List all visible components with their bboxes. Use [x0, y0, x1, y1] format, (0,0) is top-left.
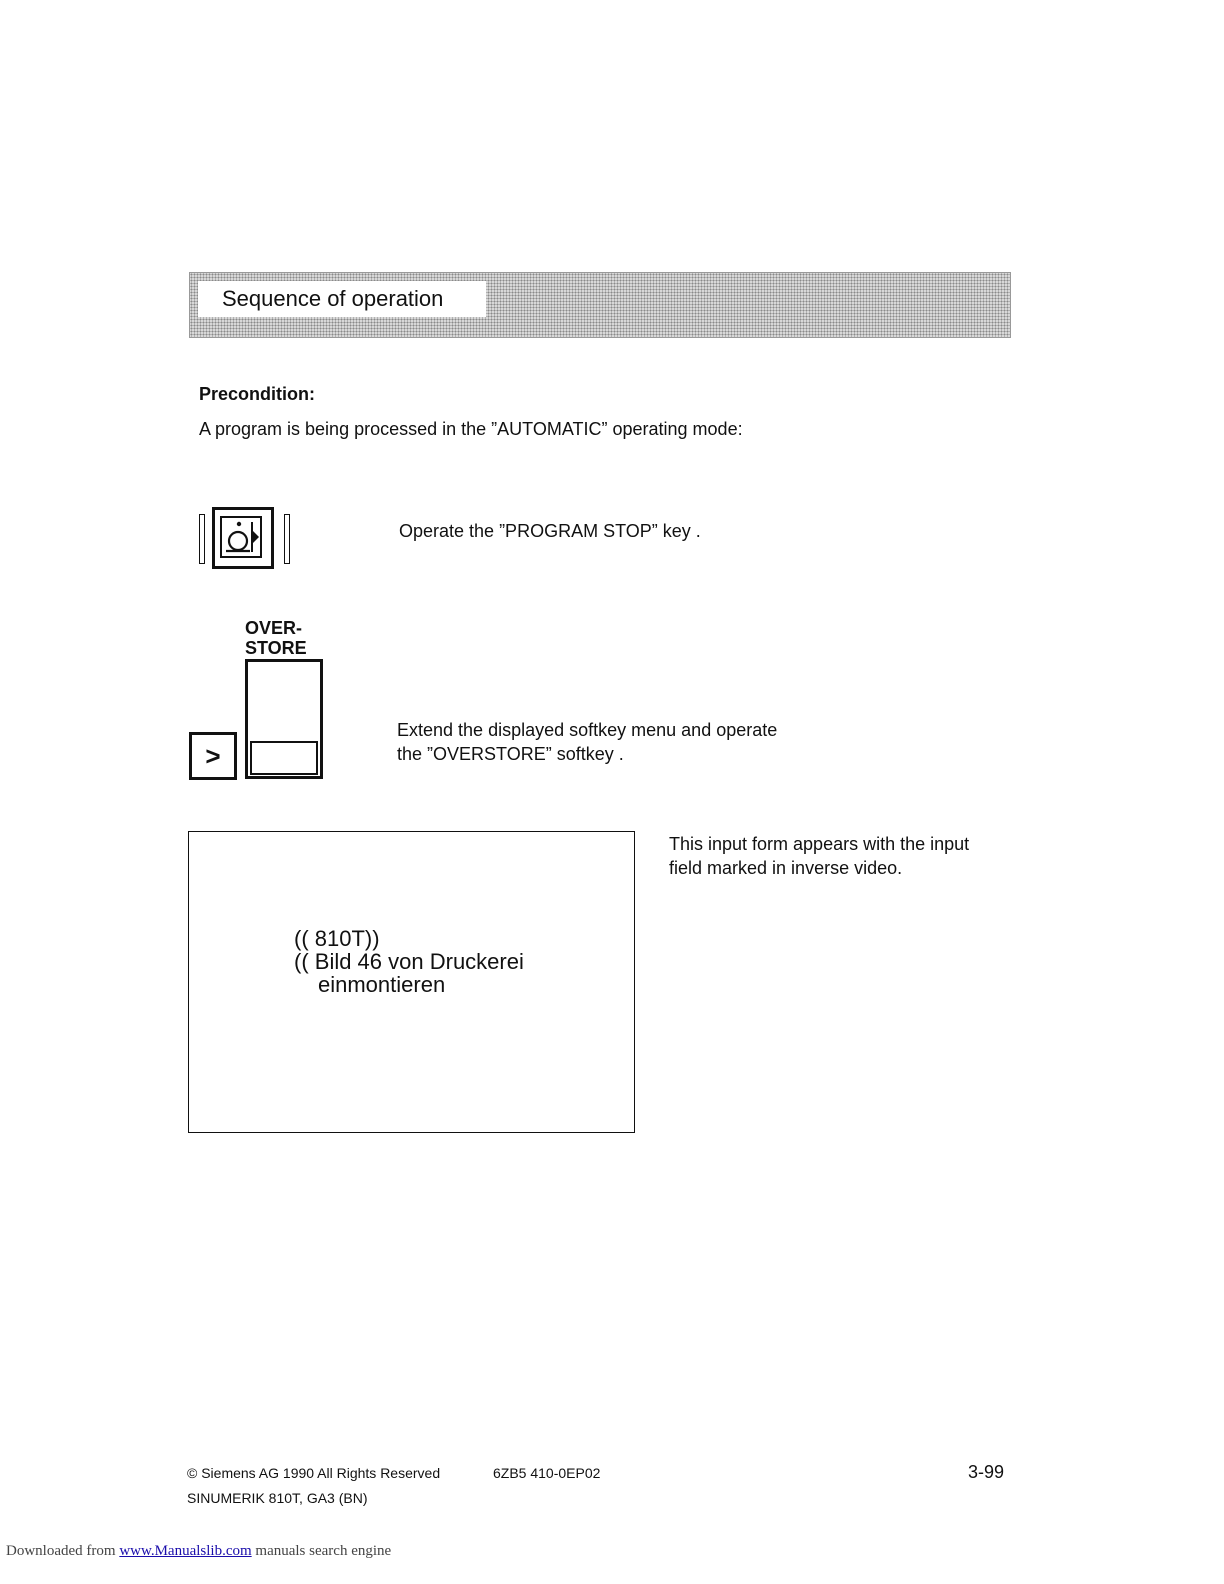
download-suffix: manuals search engine: [255, 1543, 392, 1559]
overstore-softkey-caption: [245, 618, 307, 658]
footer-copyright: © Siemens AG 1990 All Rights Reserved: [187, 1465, 441, 1481]
softkey-caption-line2: STORE: [245, 638, 307, 658]
step3-line1: This input form appears with the input: [669, 834, 970, 854]
footer-model: SINUMERIK 810T, GA3 (BN): [187, 1490, 368, 1506]
step2-instruction: [397, 718, 777, 766]
step3-description: [669, 832, 969, 880]
screen-line3: einmontieren: [318, 972, 446, 997]
precondition-text: A program is being processed in the ”AUTOMATIC” operating mode:: [199, 419, 743, 439]
download-prefix: Downloaded from: [6, 1543, 116, 1559]
key-left-bar: [199, 514, 205, 564]
softkey-caption-line1: OVER-: [245, 618, 303, 638]
download-bar: [6, 1543, 391, 1560]
page-number: 3-99: [968, 1462, 1005, 1482]
step3-line2: field marked in inverse video.: [669, 858, 903, 878]
extend-menu-key: >: [189, 732, 237, 780]
section-title: Sequence of operation: [198, 281, 486, 317]
screen-line1: (( 810T)): [294, 926, 380, 951]
step1-instruction: Operate the ”PROGRAM STOP” key .: [399, 521, 701, 541]
manualslib-link[interactable]: www.Manualslib.com: [119, 1543, 252, 1559]
footer-order-code: 6ZB5 410-0EP02: [493, 1465, 601, 1481]
program-stop-icon: [220, 516, 262, 558]
screen-placeholder-text: [294, 927, 524, 996]
overstore-softkey-button-area: [250, 741, 318, 775]
step2-line1: Extend the displayed softkey menu and operate: [397, 720, 778, 740]
key-right-bar: [284, 514, 290, 564]
step2-line2: the ”OVERSTORE” softkey .: [397, 744, 624, 764]
precondition-label: Precondition:: [199, 384, 315, 404]
screen-line2: (( Bild 46 von Druckerei: [294, 949, 524, 974]
